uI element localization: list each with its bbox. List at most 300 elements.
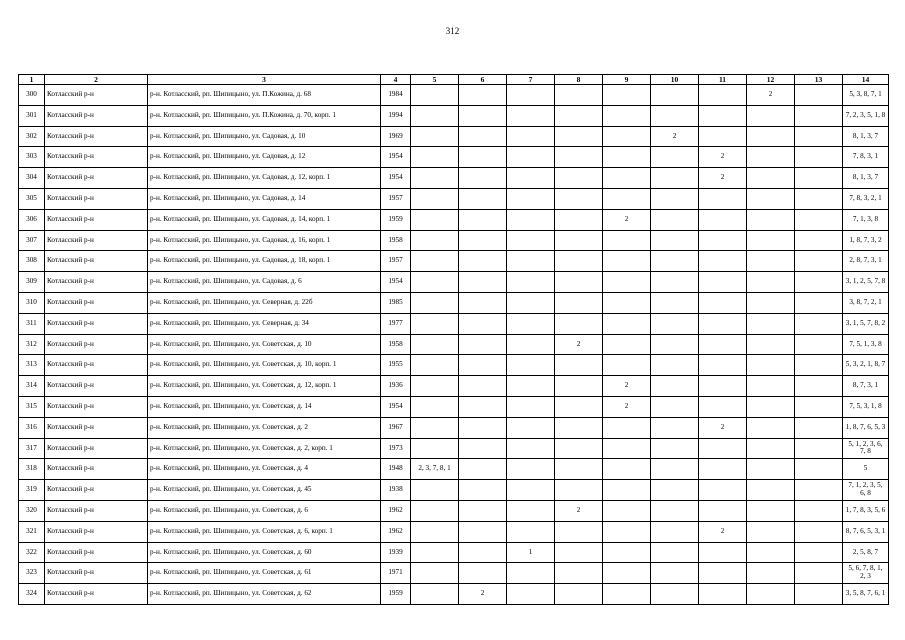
table-cell-col-6 (459, 251, 507, 272)
table-cell-col-7 (507, 500, 555, 521)
table-cell-col-14: 3, 5, 8, 7, 6, 1 (843, 584, 889, 605)
table-body (19, 85, 889, 605)
table-cell-col-11 (699, 459, 747, 480)
table-cell-col-7: 1 (507, 542, 555, 563)
table-cell-col-9 (603, 126, 651, 147)
table-cell-col-9 (603, 147, 651, 168)
table-cell-col-12 (747, 480, 795, 501)
table-cell-col-1: 324 (19, 584, 45, 605)
column-header-2: 2 (45, 75, 148, 85)
table-cell-col-8 (555, 188, 603, 209)
table-cell-col-13 (795, 500, 843, 521)
table-cell-col-13 (795, 168, 843, 189)
table-cell-col-3: р-н. Котласский, рп. Шипицыно, ул. Советская, д. 2 (148, 417, 381, 438)
table-cell-col-14: 7, 8, 3, 1 (843, 147, 889, 168)
column-header-4: 4 (381, 75, 411, 85)
table-cell-col-13 (795, 417, 843, 438)
table-cell-col-6 (459, 147, 507, 168)
table-cell-col-3: р-н. Котласский, рп. Шипицыно, ул. Советская, д. 14 (148, 396, 381, 417)
table-cell-col-12: 2 (747, 85, 795, 106)
table-row (19, 376, 889, 397)
table-cell-col-2: Котласский р-н (45, 355, 148, 376)
table-cell-col-9 (603, 438, 651, 459)
table-cell-col-8 (555, 459, 603, 480)
table-cell-col-7 (507, 126, 555, 147)
table-cell-col-7 (507, 355, 555, 376)
table-cell-col-7 (507, 438, 555, 459)
table-cell-col-14: 3, 1, 5, 7, 8, 2 (843, 313, 889, 334)
table-cell-col-9 (603, 500, 651, 521)
table-cell-col-9: 2 (603, 209, 651, 230)
table-cell-col-13 (795, 355, 843, 376)
table-cell-col-13 (795, 209, 843, 230)
table-cell-col-2: Котласский р-н (45, 563, 148, 584)
table-cell-col-4: 1967 (381, 417, 411, 438)
table-cell-col-10 (651, 272, 699, 293)
table-cell-col-14: 7, 1, 2, 3, 5, 6, 8 (843, 480, 889, 501)
table-cell-col-14: 7, 5, 1, 3, 8 (843, 334, 889, 355)
table-cell-col-14: 2, 5, 8, 7 (843, 542, 889, 563)
table-cell-col-8 (555, 105, 603, 126)
table-cell-col-14: 7, 8, 3, 2, 1 (843, 188, 889, 209)
table-cell-col-9 (603, 563, 651, 584)
table-cell-col-4: 1954 (381, 147, 411, 168)
table-cell-col-1: 308 (19, 251, 45, 272)
table-cell-col-7 (507, 396, 555, 417)
table-cell-col-5 (411, 563, 459, 584)
table-cell-col-13 (795, 542, 843, 563)
table-cell-col-3: р-н. Котласский, рп. Шипицыно, ул. Советская, д. 2, корп. 1 (148, 438, 381, 459)
table-cell-col-10 (651, 355, 699, 376)
table-row (19, 438, 889, 459)
table-cell-col-8 (555, 521, 603, 542)
table-cell-col-3: р-н. Котласский, рп. Шипицыно, ул. Советская, д. 61 (148, 563, 381, 584)
table-cell-col-8 (555, 85, 603, 106)
column-header-13: 13 (795, 75, 843, 85)
table-cell-col-11: 2 (699, 417, 747, 438)
table-cell-col-11 (699, 355, 747, 376)
table-cell-col-14: 1, 8, 7, 3, 2 (843, 230, 889, 251)
table-cell-col-3: р-н. Котласский, рп. Шипицыно, ул. Советская, д. 12, корп. 1 (148, 376, 381, 397)
table-cell-col-7 (507, 292, 555, 313)
table-cell-col-3: р-н. Котласский, рп. Шипицыно, ул. Советская, д. 4 (148, 459, 381, 480)
table-cell-col-1: 316 (19, 417, 45, 438)
table-cell-col-14: 5 (843, 459, 889, 480)
table-cell-col-1: 323 (19, 563, 45, 584)
table-cell-col-12 (747, 292, 795, 313)
table-cell-col-7 (507, 480, 555, 501)
table-cell-col-2: Котласский р-н (45, 168, 148, 189)
table-cell-col-10 (651, 334, 699, 355)
table-cell-col-12 (747, 251, 795, 272)
table-cell-col-6 (459, 542, 507, 563)
table-cell-col-5 (411, 438, 459, 459)
table-cell-col-8 (555, 480, 603, 501)
table-row (19, 126, 889, 147)
table-cell-col-7 (507, 313, 555, 334)
column-header-12: 12 (747, 75, 795, 85)
table-cell-col-8: 2 (555, 500, 603, 521)
table-cell-col-4: 1954 (381, 168, 411, 189)
table-cell-col-7 (507, 147, 555, 168)
table-cell-col-9 (603, 85, 651, 106)
table-cell-col-1: 317 (19, 438, 45, 459)
table-cell-col-1: 315 (19, 396, 45, 417)
table-cell-col-1: 319 (19, 480, 45, 501)
table-row (19, 417, 889, 438)
table-cell-col-10 (651, 542, 699, 563)
table-cell-col-5 (411, 334, 459, 355)
table-cell-col-8 (555, 251, 603, 272)
table-cell-col-13 (795, 521, 843, 542)
table-cell-col-7 (507, 85, 555, 106)
table-cell-col-14: 8, 1, 3, 7 (843, 126, 889, 147)
table-cell-col-4: 1936 (381, 376, 411, 397)
column-header-14: 14 (843, 75, 889, 85)
table-cell-col-11 (699, 334, 747, 355)
table-cell-col-13 (795, 85, 843, 106)
table-cell-col-9 (603, 417, 651, 438)
table-cell-col-10 (651, 417, 699, 438)
table-cell-col-6 (459, 334, 507, 355)
table-row (19, 500, 889, 521)
table-cell-col-14: 1, 8, 7, 6, 5, 3 (843, 417, 889, 438)
table-cell-col-6 (459, 521, 507, 542)
table-row (19, 85, 889, 106)
table-cell-col-3: р-н. Котласский, рп. Шипицыно, ул. Советская, д. 6 (148, 500, 381, 521)
table-cell-col-12 (747, 417, 795, 438)
table-cell-col-6: 2 (459, 584, 507, 605)
table-cell-col-3: р-н. Котласский, рп. Шипицыно, ул. Садовая, д. 16, корп. 1 (148, 230, 381, 251)
table-cell-col-2: Котласский р-н (45, 521, 148, 542)
table-cell-col-12 (747, 459, 795, 480)
table-cell-col-5 (411, 376, 459, 397)
table-cell-col-1: 320 (19, 500, 45, 521)
table-cell-col-5 (411, 480, 459, 501)
table-cell-col-6 (459, 396, 507, 417)
table-cell-col-10 (651, 313, 699, 334)
table-cell-col-5 (411, 292, 459, 313)
table-cell-col-5 (411, 584, 459, 605)
table-cell-col-4: 1938 (381, 480, 411, 501)
table-cell-col-2: Котласский р-н (45, 272, 148, 293)
table-cell-col-14: 7, 5, 3, 1, 8 (843, 396, 889, 417)
table-cell-col-5 (411, 355, 459, 376)
table-cell-col-3: р-н. Котласский, рп. Шипицыно, ул. Садовая, д. 14 (148, 188, 381, 209)
table-cell-col-5 (411, 105, 459, 126)
table-cell-col-10 (651, 376, 699, 397)
table-cell-col-10 (651, 105, 699, 126)
table-cell-col-11 (699, 209, 747, 230)
table-cell-col-6 (459, 500, 507, 521)
table-cell-col-1: 306 (19, 209, 45, 230)
table-cell-col-2: Котласский р-н (45, 105, 148, 126)
table-cell-col-8 (555, 376, 603, 397)
table-cell-col-1: 305 (19, 188, 45, 209)
table-cell-col-11 (699, 500, 747, 521)
table-cell-col-13 (795, 584, 843, 605)
table-cell-col-1: 311 (19, 313, 45, 334)
table-cell-col-1: 302 (19, 126, 45, 147)
table-cell-col-3: р-н. Котласский, рп. Шипицыно, ул. Советская, д. 6, корп. 1 (148, 521, 381, 542)
table-row (19, 334, 889, 355)
table-cell-col-3: р-н. Котласский, рп. Шипицыно, ул. П.Кожина, д. 70, корп. 1 (148, 105, 381, 126)
table-cell-col-3: р-н. Котласский, рп. Шипицыно, ул. Советская, д. 10, корп. 1 (148, 355, 381, 376)
table-cell-col-1: 310 (19, 292, 45, 313)
table-cell-col-8 (555, 563, 603, 584)
table-cell-col-14: 3, 1, 2, 5, 7, 8 (843, 272, 889, 293)
table-cell-col-3: р-н. Котласский, рп. Шипицыно, ул. Советская, д. 60 (148, 542, 381, 563)
table-cell-col-12 (747, 230, 795, 251)
table-cell-col-11 (699, 105, 747, 126)
table-cell-col-6 (459, 105, 507, 126)
table-cell-col-4: 1955 (381, 355, 411, 376)
table-cell-col-7 (507, 459, 555, 480)
table-cell-col-3: р-н. Котласский, рп. Шипицыно, ул. Советская, д. 45 (148, 480, 381, 501)
table-cell-col-1: 322 (19, 542, 45, 563)
table-cell-col-10 (651, 188, 699, 209)
table-cell-col-6 (459, 85, 507, 106)
table-cell-col-9 (603, 251, 651, 272)
table-cell-col-2: Котласский р-н (45, 230, 148, 251)
table-cell-col-9 (603, 334, 651, 355)
table-cell-col-12 (747, 126, 795, 147)
table-cell-col-9 (603, 105, 651, 126)
table-cell-col-5 (411, 251, 459, 272)
table-cell-col-6 (459, 417, 507, 438)
table-cell-col-7 (507, 209, 555, 230)
table-cell-col-9 (603, 355, 651, 376)
table-cell-col-4: 1939 (381, 542, 411, 563)
table-cell-col-2: Котласский р-н (45, 313, 148, 334)
table-cell-col-12 (747, 147, 795, 168)
table-cell-col-12 (747, 521, 795, 542)
table-cell-col-11: 2 (699, 521, 747, 542)
table-cell-col-1: 307 (19, 230, 45, 251)
table-cell-col-13 (795, 105, 843, 126)
table-cell-col-2: Котласский р-н (45, 147, 148, 168)
table-cell-col-6 (459, 209, 507, 230)
table-cell-col-3: р-н. Котласский, рп. Шипицыно, ул. П.Кожина, д. 68 (148, 85, 381, 106)
table-cell-col-13 (795, 126, 843, 147)
table-cell-col-4: 1977 (381, 313, 411, 334)
table-cell-col-5 (411, 542, 459, 563)
table-cell-col-6 (459, 292, 507, 313)
table-cell-col-9 (603, 542, 651, 563)
table-cell-col-6 (459, 188, 507, 209)
table-cell-col-8 (555, 209, 603, 230)
table-cell-col-9 (603, 584, 651, 605)
table-cell-col-2: Котласский р-н (45, 459, 148, 480)
column-header-1: 1 (19, 75, 45, 85)
table-cell-col-13 (795, 396, 843, 417)
column-header-3: 3 (148, 75, 381, 85)
table-cell-col-13 (795, 230, 843, 251)
table-cell-col-6 (459, 230, 507, 251)
housing-register-table (18, 74, 889, 605)
table-cell-col-9 (603, 188, 651, 209)
table-cell-col-12 (747, 396, 795, 417)
table-cell-col-10 (651, 209, 699, 230)
table-cell-col-6 (459, 376, 507, 397)
table-cell-col-12 (747, 376, 795, 397)
table-cell-col-11 (699, 396, 747, 417)
table-cell-col-4: 1948 (381, 459, 411, 480)
table-cell-col-1: 312 (19, 334, 45, 355)
table-row (19, 355, 889, 376)
column-header-10: 10 (651, 75, 699, 85)
table-cell-col-11 (699, 376, 747, 397)
table-cell-col-12 (747, 105, 795, 126)
table-cell-col-3: р-н. Котласский, рп. Шипицыно, ул. Садовая, д. 12 (148, 147, 381, 168)
table-cell-col-5 (411, 396, 459, 417)
table-cell-col-3: р-н. Котласский, рп. Шипицыно, ул. Садовая, д. 6 (148, 272, 381, 293)
table-cell-col-12 (747, 584, 795, 605)
table-cell-col-7 (507, 584, 555, 605)
table-cell-col-8 (555, 147, 603, 168)
table-cell-col-7 (507, 105, 555, 126)
table-cell-col-10 (651, 292, 699, 313)
table-row (19, 584, 889, 605)
table-cell-col-13 (795, 480, 843, 501)
table-cell-col-5 (411, 126, 459, 147)
table-cell-col-13 (795, 376, 843, 397)
table-cell-col-6 (459, 438, 507, 459)
table-cell-col-7 (507, 188, 555, 209)
table-cell-col-9 (603, 272, 651, 293)
table-cell-col-4: 1985 (381, 292, 411, 313)
table-cell-col-14: 5, 3, 8, 7, 1 (843, 85, 889, 106)
table-cell-col-4: 1957 (381, 188, 411, 209)
table-cell-col-4: 1954 (381, 272, 411, 293)
table-cell-col-4: 1959 (381, 209, 411, 230)
table-cell-col-2: Котласский р-н (45, 438, 148, 459)
column-header-9: 9 (603, 75, 651, 85)
table-cell-col-11 (699, 126, 747, 147)
table-cell-col-10 (651, 480, 699, 501)
table-cell-col-10 (651, 230, 699, 251)
column-header-8: 8 (555, 75, 603, 85)
table-row (19, 542, 889, 563)
table-cell-col-5 (411, 500, 459, 521)
table-row (19, 480, 889, 501)
table-cell-col-14: 7, 1, 3, 8 (843, 209, 889, 230)
table-cell-col-4: 1971 (381, 563, 411, 584)
table-row (19, 396, 889, 417)
table-cell-col-11 (699, 230, 747, 251)
table-cell-col-7 (507, 417, 555, 438)
table-cell-col-8 (555, 542, 603, 563)
table-cell-col-10: 2 (651, 126, 699, 147)
header-row (19, 75, 889, 85)
table-cell-col-2: Котласский р-н (45, 542, 148, 563)
table-cell-col-2: Котласский р-н (45, 500, 148, 521)
table-cell-col-4: 1954 (381, 396, 411, 417)
table-cell-col-6 (459, 272, 507, 293)
table-cell-col-1: 309 (19, 272, 45, 293)
table-cell-col-11 (699, 480, 747, 501)
table-cell-col-2: Котласский р-н (45, 188, 148, 209)
table-cell-col-3: р-н. Котласский, рп. Шипицыно, ул. Советская, д. 10 (148, 334, 381, 355)
table-cell-col-3: р-н. Котласский, рп. Шипицыно, ул. Садовая, д. 18, корп. 1 (148, 251, 381, 272)
table-cell-col-4: 1973 (381, 438, 411, 459)
table-cell-col-3: р-н. Котласский, рп. Шипицыно, ул. Северная, д. 34 (148, 313, 381, 334)
table-cell-col-5 (411, 272, 459, 293)
table-cell-col-1: 314 (19, 376, 45, 397)
table-cell-col-12 (747, 542, 795, 563)
table-cell-col-6 (459, 313, 507, 334)
table-cell-col-8 (555, 292, 603, 313)
table-cell-col-12 (747, 500, 795, 521)
table-cell-col-11 (699, 85, 747, 106)
table-cell-col-14: 8, 7, 6, 5, 3, 1 (843, 521, 889, 542)
table-cell-col-12 (747, 188, 795, 209)
table-cell-col-2: Котласский р-н (45, 85, 148, 106)
table-cell-col-11 (699, 313, 747, 334)
table-cell-col-6 (459, 168, 507, 189)
table-cell-col-11: 2 (699, 147, 747, 168)
column-header-6: 6 (459, 75, 507, 85)
table-cell-col-7 (507, 168, 555, 189)
table-cell-col-5 (411, 85, 459, 106)
table-cell-col-13 (795, 438, 843, 459)
table-cell-col-10 (651, 438, 699, 459)
table-cell-col-1: 300 (19, 85, 45, 106)
table-cell-col-10 (651, 168, 699, 189)
table-cell-col-2: Котласский р-н (45, 292, 148, 313)
table-cell-col-11 (699, 584, 747, 605)
table-cell-col-6 (459, 126, 507, 147)
table-cell-col-13 (795, 563, 843, 584)
table-row (19, 105, 889, 126)
table-row (19, 251, 889, 272)
table-cell-col-8 (555, 230, 603, 251)
table-cell-col-8 (555, 584, 603, 605)
table-cell-col-2: Котласский р-н (45, 126, 148, 147)
table-cell-col-2: Котласский р-н (45, 376, 148, 397)
table-cell-col-4: 1962 (381, 521, 411, 542)
table-cell-col-13 (795, 188, 843, 209)
table-cell-col-9 (603, 168, 651, 189)
table-cell-col-11: 2 (699, 168, 747, 189)
table-cell-col-2: Котласский р-н (45, 396, 148, 417)
table-cell-col-5 (411, 147, 459, 168)
table-cell-col-14: 5, 3, 2, 1, 8, 7 (843, 355, 889, 376)
table-row (19, 459, 889, 480)
table-cell-col-14: 8, 7, 3, 1 (843, 376, 889, 397)
table-cell-col-5 (411, 230, 459, 251)
table-cell-col-2: Котласский р-н (45, 209, 148, 230)
table-cell-col-13 (795, 292, 843, 313)
table-cell-col-6 (459, 355, 507, 376)
table-cell-col-11 (699, 292, 747, 313)
table-cell-col-12 (747, 272, 795, 293)
table-cell-col-5 (411, 313, 459, 334)
table-cell-col-10 (651, 396, 699, 417)
table-cell-col-7 (507, 230, 555, 251)
table-cell-col-4: 1957 (381, 251, 411, 272)
table-cell-col-8 (555, 272, 603, 293)
table-cell-col-5 (411, 521, 459, 542)
table-cell-col-1: 303 (19, 147, 45, 168)
table-cell-col-4: 1984 (381, 85, 411, 106)
table-row (19, 168, 889, 189)
table-cell-col-14: 5, 1, 2, 3, 6, 7, 8 (843, 438, 889, 459)
table-cell-col-8 (555, 396, 603, 417)
table-cell-col-13 (795, 251, 843, 272)
table-cell-col-11 (699, 542, 747, 563)
table-cell-col-11 (699, 563, 747, 584)
